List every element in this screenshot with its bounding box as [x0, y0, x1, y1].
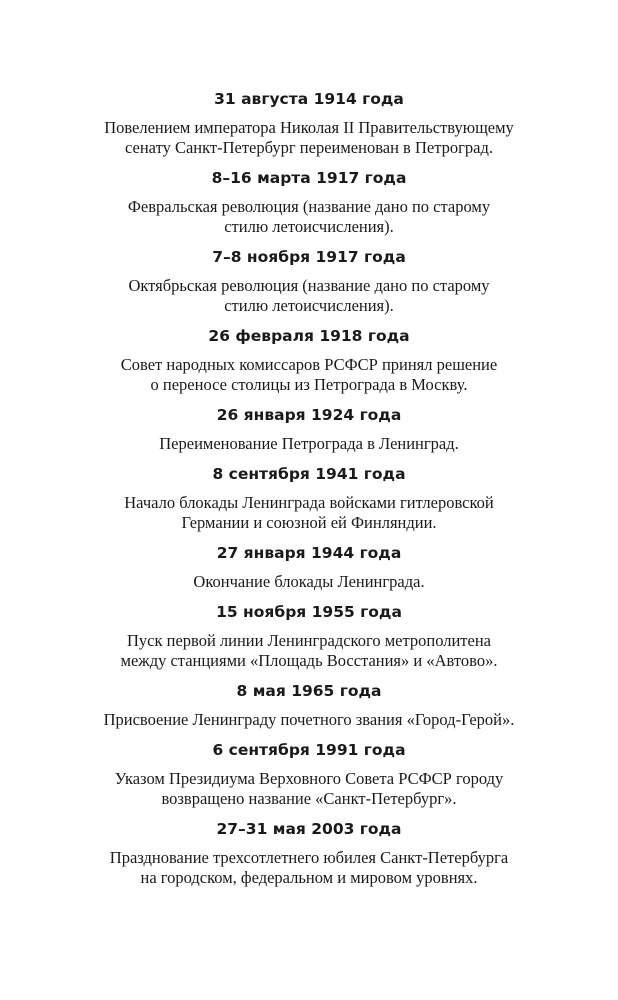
event-description — [0, 710, 618, 730]
event-description-line: Присвоение Ленинграду почетного звания «Город-Герой». — [103, 710, 515, 729]
timeline-entry — [0, 405, 618, 464]
event-description — [0, 197, 618, 237]
event-description-line: Пуск первой линии Ленинградского метрополитена — [127, 631, 491, 650]
timeline-entry — [0, 464, 618, 543]
timeline — [0, 89, 618, 898]
event-description-line: Совет народных комиссаров РСФСР принял решение — [120, 355, 498, 374]
event-date: 7–8 ноября 1917 года — [212, 248, 406, 266]
event-description-line: стилю летоисчисления). — [224, 217, 394, 236]
event-description — [0, 572, 618, 592]
event-description-line: стилю летоисчисления). — [224, 296, 394, 315]
event-date: 26 февраля 1918 года — [208, 327, 410, 345]
timeline-entry — [0, 326, 618, 405]
event-description-line: Празднование трехсотлетнего юбилея Санкт-Петербурга — [109, 848, 509, 867]
event-description-line: о переносе столицы из Петрограда в Москву. — [150, 375, 468, 394]
event-description-line: на городском, федеральном и мировом уровнях. — [140, 868, 478, 887]
event-description-line: Февральская революция (название дано по старому — [127, 197, 491, 216]
event-date: 15 ноября 1955 года — [216, 603, 402, 621]
timeline-entry — [0, 602, 618, 681]
event-date: 8 мая 1965 года — [236, 682, 382, 700]
event-description-line: Окончание блокады Ленинграда. — [193, 572, 425, 591]
event-description-line: Начало блокады Ленинграда войсками гитлеровской — [124, 493, 494, 512]
event-description-line: между станциями «Площадь Восстания» и «Автово». — [120, 651, 498, 670]
timeline-entry — [0, 681, 618, 740]
event-description — [0, 493, 618, 533]
event-description — [0, 769, 618, 809]
timeline-entry — [0, 740, 618, 819]
event-date: 26 января 1924 года — [216, 406, 402, 424]
event-description-line: сенату Санкт-Петербург переименован в Петроград. — [125, 138, 493, 157]
event-date: 31 августа 1914 года — [214, 90, 404, 108]
event-description-line: возвращено название «Санкт-Петербург». — [161, 789, 457, 808]
event-description-line: Октябрьская революция (название дано по старому — [128, 276, 490, 295]
event-date: 6 сентября 1991 года — [212, 741, 406, 759]
event-date: 8 сентября 1941 года — [212, 465, 406, 483]
event-description — [0, 118, 618, 158]
event-description — [0, 276, 618, 316]
event-description — [0, 355, 618, 395]
timeline-entry — [0, 819, 618, 898]
timeline-entry — [0, 247, 618, 326]
event-description — [0, 434, 618, 454]
event-date: 8–16 марта 1917 года — [211, 169, 407, 187]
event-description-line: Германии и союзной ей Финляндии. — [181, 513, 437, 532]
timeline-entry — [0, 89, 618, 168]
event-description — [0, 848, 618, 888]
event-description-line: Повелением императора Николая II Правительствующему — [104, 118, 514, 137]
event-date: 27 января 1944 года — [216, 544, 402, 562]
event-description — [0, 631, 618, 671]
event-description-line: Указом Президиума Верховного Совета РСФСР городу — [114, 769, 504, 788]
timeline-entry — [0, 543, 618, 602]
timeline-entry — [0, 168, 618, 247]
event-description-line: Переименование Петрограда в Ленинград. — [159, 434, 459, 453]
event-date: 27–31 мая 2003 года — [216, 820, 402, 838]
